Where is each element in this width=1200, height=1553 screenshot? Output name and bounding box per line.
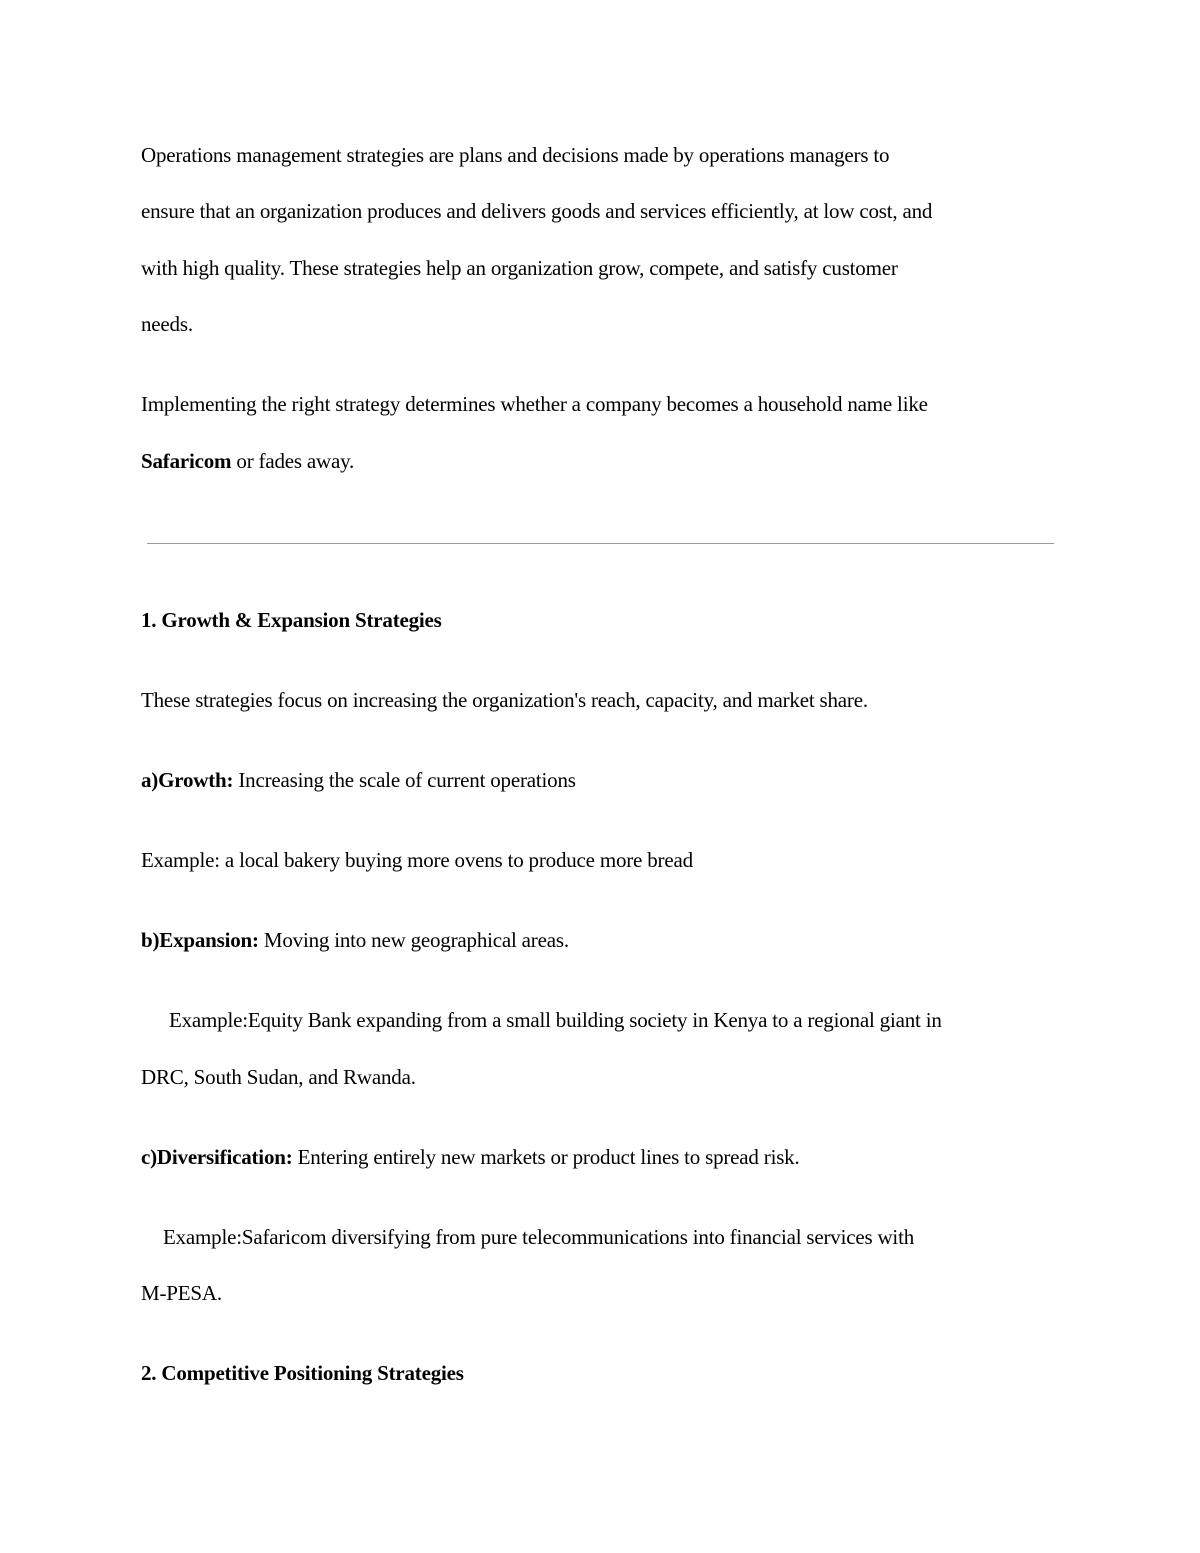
section-2-heading: 2. Competitive Positioning Strategies (141, 1361, 464, 1385)
intro-paragraph-line: ensure that an organization produces and delivers goods and services efficiently, at low cost, and (141, 199, 933, 223)
diversification-example-line: M-PESA. (141, 1281, 222, 1305)
expansion-item (141, 928, 569, 952)
diversification-example-line: Example:Safaricom diversifying from pure telecommunications into financial services with (163, 1225, 915, 1249)
strategy-paragraph-text: or fades away. (231, 449, 355, 473)
section-1-heading: 1. Growth & Expansion Strategies (141, 608, 442, 632)
diversification-label: c)Diversification: (141, 1145, 293, 1169)
expansion-example-line: DRC, South Sudan, and Rwanda. (141, 1065, 416, 1089)
growth-text: Increasing the scale of current operations (233, 768, 576, 792)
intro-paragraph-line: with high quality. These strategies help an organization grow, compete, and satisfy customer (141, 256, 898, 280)
expansion-example-line: Example:Equity Bank expanding from a small building society in Kenya to a regional giant in (169, 1008, 942, 1032)
growth-item (141, 768, 576, 792)
intro-paragraph-line: Operations management strategies are plans and decisions made by operations managers to (141, 143, 890, 167)
diversification-text: Entering entirely new markets or product lines to spread risk. (292, 1145, 800, 1169)
section-1-description: These strategies focus on increasing the organization's reach, capacity, and market share. (141, 688, 868, 712)
strategy-paragraph-line: Implementing the right strategy determines whether a company becomes a household name like (141, 392, 928, 416)
diversification-item (141, 1145, 800, 1169)
expansion-label: b)Expansion: (141, 928, 259, 952)
safaricom-emphasis: Safaricom (141, 449, 232, 473)
growth-example: Example: a local bakery buying more ovens to produce more bread (141, 848, 693, 872)
growth-label: a)Growth: (141, 768, 234, 792)
horizontal-divider (147, 543, 1054, 544)
expansion-text: Moving into new geographical areas. (258, 928, 569, 952)
intro-paragraph-line: needs. (141, 312, 193, 336)
strategy-paragraph-line (141, 449, 354, 473)
